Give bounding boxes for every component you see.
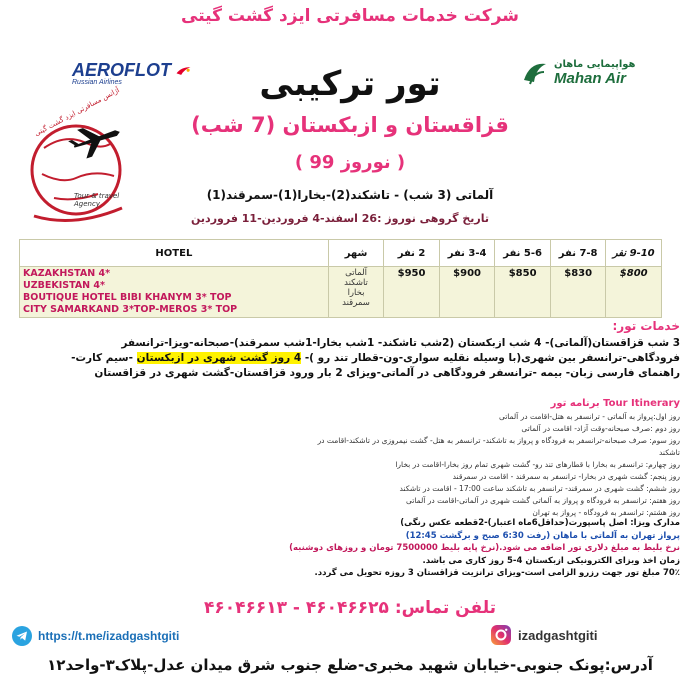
itinerary-list <box>300 411 680 519</box>
company-name: شرکت خدمات مسافرتی ایزد گشت گیتی <box>181 6 519 26</box>
table-row <box>20 267 662 318</box>
hotel-name: KAZAKHSTAN 4* <box>23 268 111 279</box>
column-header: 5-6 نفر <box>495 240 551 267</box>
telegram-url[interactable]: https://t.me/izadgashtgiti <box>38 629 180 643</box>
city-cell <box>328 267 384 318</box>
agency-logo-english: Tour & travel Agency <box>74 192 120 208</box>
tour-dates: تاریخ گروهی نوروز :26 اسفند-4 فروردین-11 فروردین <box>191 212 489 225</box>
itinerary-day: روز سوم: صرف صبحانه-ترانسفر به فرودگاه و پرواز به تاشکند- ترانسفر به هتل- گشت نیمروزی در تاشکند-اقامت در تاشکند <box>317 436 680 457</box>
hotel-name: UZBEKISTAN 4* <box>23 280 106 291</box>
city-name: آلماتی <box>345 268 367 278</box>
tour-title: تور ترکیبی <box>259 64 441 104</box>
aeroflot-subtitle: Russian Airlines <box>72 79 122 86</box>
price-cell: $950 <box>384 267 440 318</box>
services-line: 3 شب قزاقستان(آلماتی)- 4 شب ازبکستان (2شب تاشکند- 1شب بخارا-1شب سمرقند)-صبحانه-ویزا-ترانسفر <box>121 337 680 349</box>
column-header: 7-8 نفر <box>550 240 606 267</box>
itinerary-day: روز هشتم: ترانسفر به فرودگاه - پرواز به تهران <box>532 508 680 517</box>
price-cell: $830 <box>550 267 606 318</box>
highlighted-city-tour: 4 روز گشت شهری در ازبکستان <box>136 352 302 364</box>
city-name: تاشکند <box>344 278 368 288</box>
note-item: مدارک ویزا: اصل پاسپورت(حداقل6ماه اعتبار)-2قطعه عکس رنگی) <box>400 518 680 528</box>
city-name: بخارا <box>347 288 365 298</box>
services-line-part: -سیم کارت- <box>71 352 133 364</box>
tour-event: ( نوروز 99 ) <box>294 152 406 173</box>
tour-route: آلماتی (3 شب) - تاشکند(2)-بخارا(1)-سمرقند(1) <box>206 188 494 202</box>
column-header: شهر <box>328 240 384 267</box>
telegram-link[interactable] <box>12 626 179 646</box>
price-cell: $800 <box>606 267 662 318</box>
services-text <box>20 336 680 381</box>
hotel-name: BOUTIQUE HOTEL BIBI KHANYM 3* TOP <box>23 292 232 303</box>
aeroflot-logo-text: AEROFLOT <box>72 60 171 80</box>
hotel-cell <box>20 267 329 318</box>
contact-phone: تلفن تماس: ۴۶۰۴۶۶۲۵ - ۴۶۰۴۶۶۱۳ <box>203 598 497 618</box>
note-item: زمان اخذ ویزای الکترونیکی ازبکستان 4-5 روز کاری می باشد. <box>422 555 680 566</box>
itinerary-day: روز چهارم: ترانسفر به بخارا با قطارهای تند رو- گشت شهری تمام روز بخارا-اقامت در بخارا <box>395 460 680 469</box>
mahan-persian-text: هواپیمایی ماهان <box>554 59 636 70</box>
itinerary-title: برنامه تور Tour Itinerary <box>550 398 680 409</box>
telegram-icon <box>12 626 32 646</box>
note-item: نرخ بلیط به مبلغ دلاری تور اضافه می شود.(نرخ پایه بلیط 7500000 تومان و روزهای دوشنبه) <box>289 543 680 553</box>
instagram-link[interactable] <box>490 624 597 646</box>
note-item: پرواز تهران به آلماتی با ماهان (رفت 6:30 صبح و برگشت 12:45) <box>405 530 680 541</box>
price-cell: $850 <box>495 267 551 318</box>
services-line-part: فرودگاهی-ترانسفر بین شهری(با وسیله نقلیه سواری-ون-قطار تند رو )- <box>304 352 680 364</box>
column-header: 3-4 نفر <box>439 240 495 267</box>
tour-destination: قزاقستان و ازبکستان (7 شب) <box>191 113 509 137</box>
city-name: سمرقند <box>342 298 370 308</box>
itinerary-day: روز دوم :صرف صبحانه-وقت آزاد- اقامت در آلماتی <box>521 424 680 433</box>
instagram-icon <box>490 624 512 646</box>
address: آدرس:پونک جنوبی-خیابان شهید مخبری-ضلع جنوب شرق میدان عدل-پلاک۳-واحد۱۲ <box>47 656 653 674</box>
table-header-row <box>20 240 662 267</box>
services-line <box>20 351 680 366</box>
price-table <box>19 239 662 318</box>
itinerary-day: روز اول:پرواز به آلماتی - ترانسفر به هتل-اقامت در آلماتی <box>498 412 680 421</box>
notes-list <box>20 517 680 580</box>
column-header: 9-10 نفر <box>606 240 662 267</box>
instagram-handle[interactable]: izadgashtgiti <box>518 627 598 643</box>
column-header: 2 نفر <box>384 240 440 267</box>
agency-logo-persian: آژانس مسافرتی ایزد گشت گیتی <box>33 86 121 138</box>
price-cell: $900 <box>439 267 495 318</box>
services-title: خدمات تور: <box>612 319 680 333</box>
itinerary-day: روز پنجم: گشت شهری در بخارا- ترانسفر به سمرقند - اقامت در سمرقند <box>452 472 680 481</box>
note-item: 70٪ مبلغ تور جهت رزرو الزامی است-ویزای ترانزیت قزاقستان 3 روزه تحویل می گردد. <box>314 568 680 578</box>
column-header: HOTEL <box>20 240 329 267</box>
itinerary-day: روز هفتم: ترانسفر به فرودگاه و پرواز به آلماتی گشت شهری در آلماتی-اقامت در آلماتی <box>406 496 680 505</box>
mahan-english-text: Mahan Air <box>554 70 626 87</box>
hotel-name: CITY SAMARKAND 3*TOP-MEROS 3* TOP <box>23 304 238 315</box>
services-line: راهنمای فارسی زبان- بیمه -ترانسفر فرودگاهی در آلماتی-ویزای 2 بار ورود قزاقستان-گشت شهری در قزاقستان <box>94 367 680 379</box>
itinerary-day: روز ششم: گشت شهری در سمرقند- ترانسفر به تاشکند ساعت 17:00 - اقامت در تاشکند <box>399 484 680 493</box>
